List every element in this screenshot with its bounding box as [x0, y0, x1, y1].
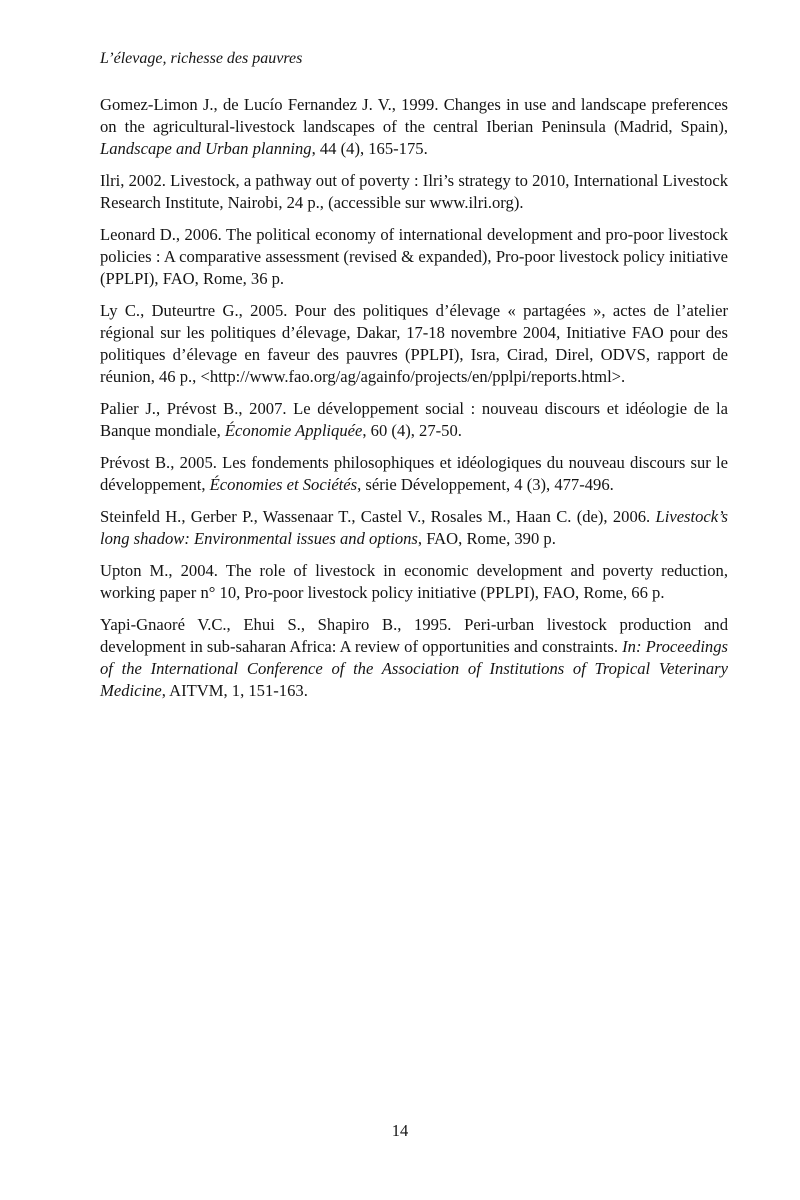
- reference-text: Yapi-Gnaoré V.C., Ehui S., Shapiro B., 1995. Peri-urban livestock production and development in sub-saharan Africa: A review of opportunities and constraints.: [100, 615, 728, 656]
- reference-text: , 44 (4), 165-175.: [311, 139, 428, 158]
- cited-work-title: Landscape and Urban planning: [100, 139, 312, 158]
- cited-work-title: In: Proceedings of the International Conference of the Association of Institutions of Tropical Veterinary Medicine: [100, 637, 728, 700]
- reference-entry: [100, 398, 728, 442]
- reference-text: , FAO, Rome, 390 p.: [417, 529, 556, 548]
- reference-entry: [100, 300, 728, 388]
- reference-entry: [100, 224, 728, 290]
- reference-text: Ly C., Duteurtre G., 2005. Pour des politiques d’élevage « partagées », actes de l’atelier régional sur les politiques d’élevage, Dakar, 17-18 novembre 2004, Initiative FAO pour des politiques d’élevage en faveur des pauvres (PPLPI), Isra, Cirad, Direl, ODVS, rapport de réunion, 46 p., <http://www.fao.org/ag/againfo/projects/en/pplpi/reports.html>.: [100, 301, 728, 386]
- reference-text: Steinfeld H., Gerber P., Wassenaar T., Castel V., Rosales M., Haan C. (de), 2006.: [100, 507, 656, 526]
- reference-text: Leonard D., 2006. The political economy of international development and pro-poor livestock policies : A comparative assessment (revised & expanded), Pro-poor livestock policy initiative (PPLPI), FAO, Rome, 36 p.: [100, 225, 728, 288]
- reference-text: , AITVM, 1, 151-163.: [161, 681, 308, 700]
- reference-entry: [100, 94, 728, 160]
- reference-text: Upton M., 2004. The role of livestock in economic development and poverty reduction, working paper n° 10, Pro-poor livestock policy initiative (PPLPI), FAO, Rome, 66 p.: [100, 561, 728, 602]
- running-header: L’élevage, richesse des pauvres: [100, 50, 303, 67]
- page-number: 14: [391, 1121, 409, 1140]
- reference-text: Prévost B., 2005. Les fondements philosophiques et idéologiques du nouveau discours sur le développement,: [100, 453, 728, 494]
- reference-text: , 60 (4), 27-50.: [362, 421, 462, 440]
- reference-text: , série Développement, 4 (3), 477-496.: [357, 475, 614, 494]
- reference-entry: [100, 506, 728, 550]
- cited-work-title: Livestock’s long shadow: Environmental issues and options: [100, 507, 728, 548]
- reference-text: Gomez-Limon J., de Lucío Fernandez J. V., 1999. Changes in use and landscape preferences on the agricultural-livestock landscapes of the central Iberian Peninsula (Madrid, Spain),: [100, 95, 728, 136]
- references-list: [100, 94, 728, 702]
- cited-work-title: Économie Appliquée: [224, 421, 363, 440]
- reference-entry: [100, 170, 728, 214]
- reference-entry: [100, 614, 728, 702]
- cited-work-title: Économies et Sociétés: [209, 475, 358, 494]
- reference-entry: [100, 452, 728, 496]
- reference-text: Palier J., Prévost B., 2007. Le développement social : nouveau discours et idéologie de la Banque mondiale,: [100, 399, 728, 440]
- reference-text: Ilri, 2002. Livestock, a pathway out of poverty : Ilri’s strategy to 2010, International Livestock Research Institute, Nairobi, 24 p., (accessible sur www.ilri.org).: [100, 171, 728, 212]
- reference-entry: [100, 560, 728, 604]
